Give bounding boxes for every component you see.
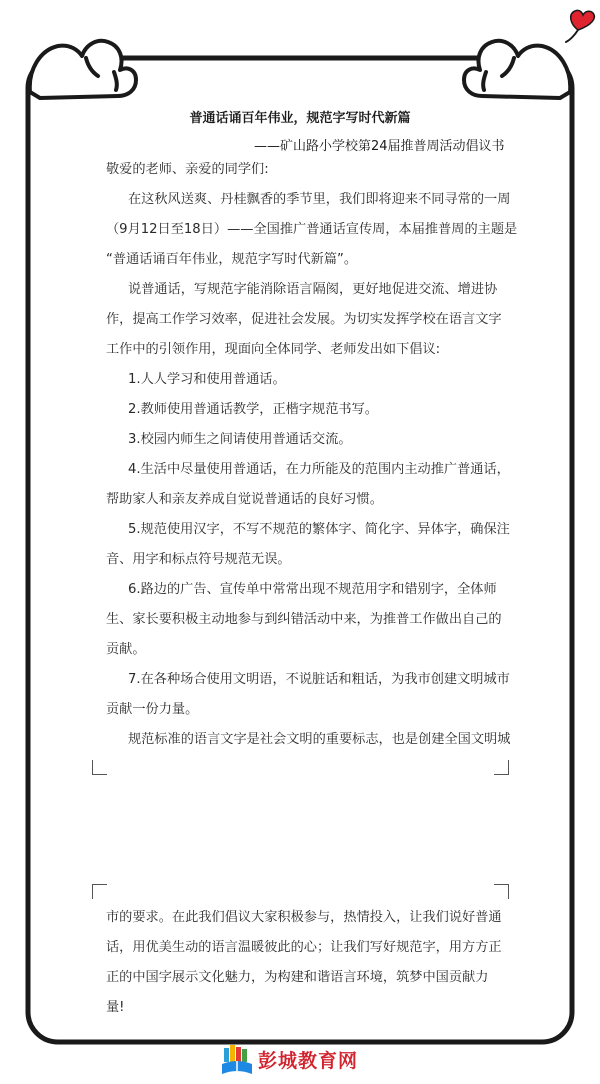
salutation: 敬爱的老师、亲爱的同学们: [106,162,269,177]
paragraph-line: 话，用优美生动的语言温暖彼此的心；让我们写好规范字，用方方正 [106,940,502,955]
paragraph-line: 市的要求。在此我们倡议大家积极参与，热情投入，让我们说好普通 [106,910,502,925]
proposal-item: 7.在各种场合使用文明语，不说脏话和粗话，为我市创建文明城市 [128,672,510,687]
book-logo-icon [220,1044,254,1078]
proposal-item-continued: 音、用字和标点符号规范无误。 [106,552,291,567]
proposal-item-continued: 贡献。 [106,642,146,657]
logo-text: 彭城教育网 [258,1050,359,1072]
paragraph-line: 正的中国字展示文化魅力，为构建和谐语言环境，筑梦中国贡献力 [106,970,489,985]
corner-mark-bottom-right [494,884,509,899]
paragraph-line: 说普通话，写规范字能消除语言隔阂，更好地促进交流、增进协 [128,282,498,297]
proposal-item: 1.人人学习和使用普通话。 [128,372,286,387]
paragraph-line: “普通话诵百年伟业，规范字写时代新篇”。 [106,252,358,267]
paragraph-line: 工作中的引领作用，现面向全体同学、老师发出如下倡议: [106,342,441,357]
corner-mark-top-left [92,760,107,775]
paragraph-line: 作，提高工作学习效率，促进社会发展。为切实发挥学校在语言文字 [106,312,502,327]
corner-mark-bottom-left [92,884,107,899]
proposal-item-continued: 生、家长要积极主动地参与到纠错活动中来，为推普工作做出自己的 [106,612,502,627]
document-title: 普通话诵百年伟业，规范字写时代新篇 [189,111,411,126]
paragraph-line: 规范标准的语言文字是社会文明的重要标志，也是创建全国文明城 [128,732,511,747]
corner-mark-top-right [494,760,509,775]
paragraph-line: 量! [106,1000,125,1015]
paragraph-line: 在这秋风送爽、丹桂飘香的季节里，我们即将迎来不同寻常的一周 [128,192,511,207]
proposal-item-continued: 贡献一份力量。 [106,702,199,717]
proposal-item: 4.生活中尽量使用普通话，在力所能及的范围内主动推广普通话， [128,462,510,477]
proposal-item: 2.教师使用普通话教学，正楷字规范书写。 [128,402,378,417]
proposal-item: 6.路边的广告、宣传单中常常出现不规范用字和错别字，全体师 [128,582,497,597]
site-logo [220,1044,390,1078]
proposal-item: 5.规范使用汉字，不写不规范的繁体字、简化字、异体字，确保注 [128,522,510,537]
proposal-item-continued: 帮助家人和亲友养成自觉说普通话的良好习惯。 [106,492,383,507]
document-subtitle: ——矿山路小学校第24届推普周活动倡议书 [254,139,505,154]
paragraph-line: （9月12日至18日）——全国推广普通话宣传周，本届推普周的主题是 [106,222,518,237]
proposal-item: 3.校园内师生之间请使用普通话交流。 [128,432,352,447]
